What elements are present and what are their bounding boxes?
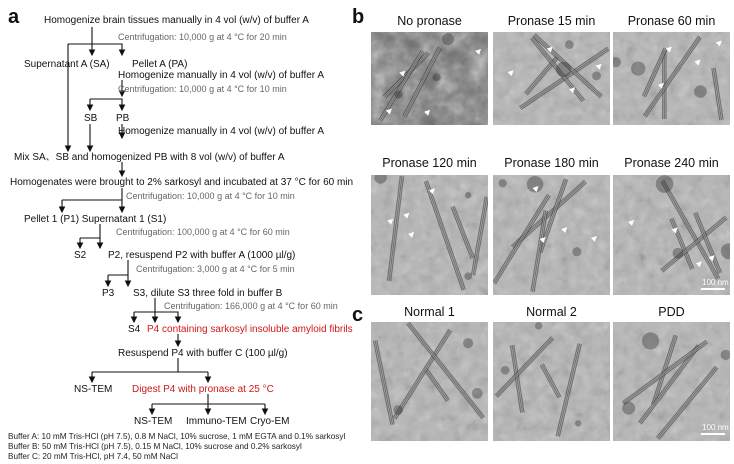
flow-pellet-a: Pellet A (PA) — [132, 59, 188, 70]
flow-p1-s1: Pellet 1 (P1) Supernatant 1 (S1) — [24, 214, 167, 225]
flow-pb: PB — [116, 113, 130, 124]
micrograph-title: Pronase 180 min — [504, 156, 599, 170]
flow-s3: S3, dilute S3 three fold in buffer B — [133, 288, 283, 299]
flow-resuspend-p4: Resuspend P4 with buffer C (100 µl/g) — [118, 348, 288, 359]
scale-bar-b-label: 100 nm — [702, 278, 729, 287]
micrograph-title: Pronase 240 min — [624, 156, 719, 170]
flow-digest-pronase: Digest P4 with pronase at 25 °C — [132, 384, 274, 395]
flow-centrifugation-5: Centrifugation: 3,000 g at 4 °C for 5 min — [136, 264, 295, 274]
flow-cryo-em: Cryo-EM — [250, 416, 290, 427]
flow-step-homogenize-brain: Homogenize brain tissues manually in 4 vol (w/v) of buffer A — [44, 15, 309, 26]
flow-step-homogenize-3: Homogenize manually in 4 vol (w/v) of buffer A — [118, 126, 325, 137]
flow-centrifugation-4: Centrifugation: 100,000 g at 4 °C for 60 min — [116, 227, 290, 237]
buffer-a-description: Buffer A: 10 mM Tris-HCl (pH 7.5), 0.8 M NaCl, 10% sucrose, 1 mM EGTA and 0.1% sarkosyl — [8, 432, 346, 441]
micrograph-title: Pronase 120 min — [382, 156, 477, 170]
flow-immuno-tem: Immuno-TEM — [186, 416, 247, 427]
flow-homogenates: Homogenates were brought to 2% sarkosyl and incubated at 37 °C for 60 min — [10, 177, 354, 188]
scale-bar-c — [701, 433, 725, 435]
micrograph-title: Pronase 15 min — [507, 14, 596, 28]
flow-step-homogenize-2: Homogenize manually in 4 vol (w/v) of buffer A — [118, 70, 325, 81]
flow-centrifugation-2: Centrifugation: 10,000 g at 4 °C for 10 min — [118, 84, 287, 94]
micrograph-image — [613, 175, 730, 295]
micrograph-image — [493, 322, 610, 441]
flow-centrifugation-3: Centrifugation: 10,000 g at 4 °C for 10 min — [126, 191, 295, 201]
micrograph-image — [371, 175, 488, 295]
micrograph-image — [493, 32, 610, 125]
flow-ns-tem-1: NS-TEM — [74, 384, 113, 395]
flow-s4: S4 — [128, 324, 141, 335]
micrograph-image — [613, 32, 730, 125]
scale-bar-c-label: 100 nm — [702, 423, 729, 432]
panel-label-b: b — [352, 6, 365, 28]
panel-label-c: c — [352, 304, 364, 326]
flow-s2: S2 — [74, 250, 87, 261]
flow-mix: Mix SA、SB and homogenized PB with 8 vol (w/v) of buffer A — [14, 152, 285, 163]
micrograph-title: Normal 1 — [404, 305, 455, 319]
flow-p2: P2, resuspend P2 with buffer A (1000 µl/g) — [108, 250, 296, 261]
flow-sb: SB — [84, 113, 98, 124]
flow-ns-tem-2: NS-TEM — [134, 416, 173, 427]
flow-centrifugation-6: Centrifugation: 166,000 g at 4 °C for 60 min — [164, 301, 338, 311]
flow-supernatant-a: Supernatant A (SA) — [24, 59, 110, 70]
micrograph-image — [371, 32, 488, 125]
panel-label-a: a — [8, 6, 20, 28]
micrograph-title: No pronase — [397, 14, 462, 28]
buffer-c-description: Buffer C: 20 mM Tris-HCl, pH 7.4, 50 mM NaCl — [8, 452, 179, 461]
scale-bar-b — [701, 288, 725, 290]
micrograph-title: PDD — [658, 305, 685, 319]
micrograph-title: Normal 2 — [526, 305, 577, 319]
flow-p4-fibrils: P4 containing sarkosyl insoluble amyloid fibrils — [147, 324, 353, 335]
flow-p3: P3 — [102, 288, 115, 299]
micrograph-title: Pronase 60 min — [627, 14, 716, 28]
flowchart-panel — [0, 0, 360, 464]
micrograph-image — [371, 322, 488, 441]
micrograph-image — [493, 175, 610, 295]
buffer-b-description: Buffer B: 50 mM Tris-HCl (pH 7.5), 0.15 M NaCl, 10% sucrose and 0.2% sarkosyl — [8, 442, 302, 451]
flow-centrifugation-1: Centrifugation: 10,000 g at 4 °C for 20 min — [118, 32, 287, 42]
